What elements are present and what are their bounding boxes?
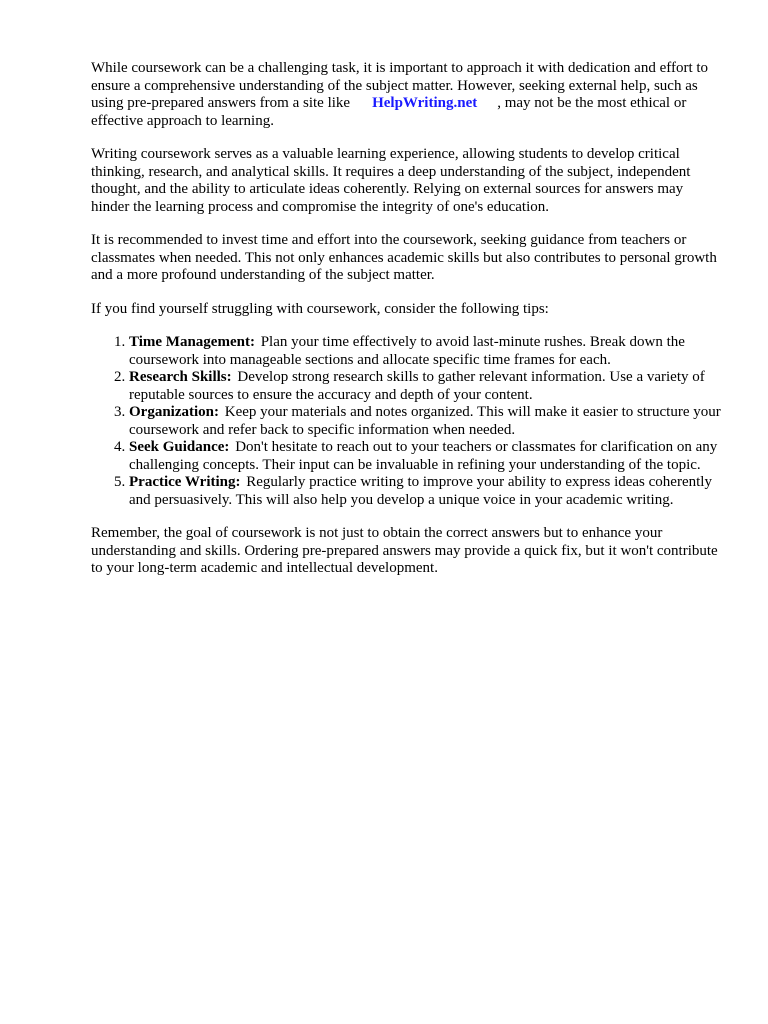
tip-text: Plan your time effectively to avoid last-minute rushes. Break down the coursework into manageable sections and allocate specific time frames for each. — [129, 334, 685, 368]
tip-text: Keep your materials and notes organized. This will make it easier to structure your coursework and refer back to specific information when needed. — [129, 404, 721, 438]
tip-item-time-management — [129, 334, 721, 369]
tips-list — [91, 334, 721, 509]
paragraph-tips-intro: If you find yourself struggling with coursework, consider the following tips: — [91, 300, 549, 317]
tip-item-practice-writing — [129, 474, 721, 509]
tip-item-organization — [129, 404, 721, 439]
intro-text-before-link: While coursework can be a challenging task, it is important to approach it with dedication and effort to ensure a comprehensive understanding of the subject matter. However, seeking external help, such as using pre-prepared answers from a site like — [91, 60, 709, 111]
tip-title: Seek Guidance: — [129, 439, 230, 455]
intro-paragraph — [91, 60, 721, 130]
tip-item-seek-guidance — [129, 439, 721, 474]
helpwriting-link[interactable]: HelpWriting.net — [372, 95, 478, 111]
tip-title: Research Skills: — [129, 369, 232, 385]
document-body — [91, 60, 721, 594]
tip-item-research-skills — [129, 369, 721, 404]
paragraph-closing: Remember, the goal of coursework is not just to obtain the correct answers but to enhance your understanding and skills. Ordering pre-prepared answers may provide a quick fix, but it won't contribute to your long-term academic and intellectual development. — [91, 525, 718, 576]
tip-title: Time Management: — [129, 334, 255, 350]
intro-text-after-link: , may not be the most ethical or effective approach to learning. — [91, 95, 687, 129]
tip-title: Organization: — [129, 404, 219, 420]
paragraph-recommendation: It is recommended to invest time and effort into the coursework, seeking guidance from teachers or classmates when needed. This not only enhances academic skills but also contributes to personal growth and a more profound understanding of the subject matter. — [91, 232, 717, 283]
tip-text: Regularly practice writing to improve your ability to express ideas coherently and persuasively. This will also help you develop a unique voice in your academic writing. — [129, 474, 712, 508]
tip-text: Don't hesitate to reach out to your teachers or classmates for clarification on any challenging concepts. Their input can be invaluable in refining your understanding of the topic. — [129, 439, 718, 473]
tip-title: Practice Writing: — [129, 474, 241, 490]
tip-text: Develop strong research skills to gather relevant information. Use a variety of reputable sources to ensure the accuracy and depth of your content. — [129, 369, 705, 403]
paragraph-learning-experience: Writing coursework serves as a valuable learning experience, allowing students to develop critical thinking, research, and analytical skills. It requires a deep understanding of the subject, independent thought, and the ability to articulate ideas coherently. Relying on external sources for answers may hinder the learning process and compromise the integrity of one's education. — [91, 146, 691, 215]
